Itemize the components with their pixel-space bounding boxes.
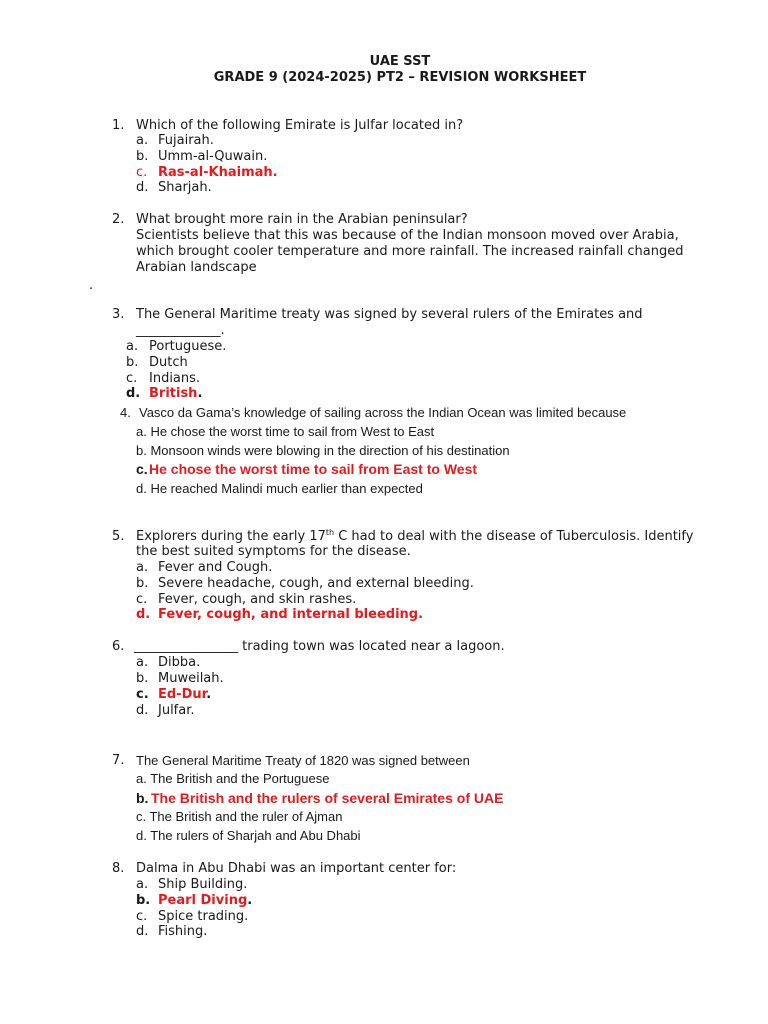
question-text-part: trading town was located near a lagoon.	[238, 639, 505, 654]
header-subtitle: GRADE 9 (2024-2025) PT2 – REVISION WORKSHEET	[213, 70, 587, 85]
stray-dot: .	[89, 278, 94, 293]
option-c-answer: Ras-al-Khaimah.	[158, 165, 278, 180]
question-number: 4.	[120, 405, 131, 420]
option-b: Umm-al-Quwain.	[158, 149, 268, 164]
question-text	[134, 639, 505, 655]
option-letter: c.	[136, 909, 148, 924]
option-letter: a.	[136, 877, 149, 892]
question-number: 3.	[112, 307, 125, 322]
option-letter: b.	[136, 576, 149, 591]
option-letter: a.	[136, 560, 149, 575]
option-letter: d.	[136, 703, 149, 718]
question-number: 6.	[112, 639, 125, 654]
answer-text: Ed-Dur	[158, 687, 207, 702]
answer-line: Scientists believe that this was because of the Indian monsoon moved over Arabia,	[136, 228, 679, 243]
option-b: Dutch	[149, 355, 188, 370]
option-letter: a.	[126, 339, 139, 354]
answer-period: .	[197, 386, 203, 401]
option-a: Fujairah.	[158, 133, 214, 148]
answer-text: Pearl Diving	[158, 893, 248, 908]
option-c: Fever, cough, and skin rashes.	[158, 592, 357, 607]
option-d: Julfar.	[158, 703, 195, 718]
option-b-answer	[158, 893, 252, 909]
option-letter: c.	[126, 371, 138, 386]
option-c: Indians.	[149, 371, 201, 386]
option-letter: b.	[126, 355, 139, 370]
question-text-part: Explorers during the early 17	[136, 529, 326, 544]
option-a: a. The British and the Portuguese	[136, 771, 330, 786]
question-text	[136, 529, 693, 545]
option-letter: b.	[136, 149, 149, 164]
question-text-part: C had to deal with the disease of Tuberculosis. Identify	[334, 529, 694, 544]
option-letter: a.	[136, 133, 149, 148]
option-letter: b.	[136, 790, 149, 806]
answer-line: which brought cooler temperature and more rainfall. The increased rainfall changed	[136, 244, 684, 259]
question-blank: _____________.	[136, 323, 225, 338]
option-a: Dibba.	[158, 655, 201, 670]
option-d: d. He reached Malindi much earlier than expected	[136, 481, 423, 496]
option-a: Ship Building.	[158, 877, 248, 892]
option-c-answer	[158, 687, 211, 703]
question-number: 7.	[112, 753, 125, 768]
option-letter: d.	[136, 180, 149, 195]
option-letter: c.	[136, 592, 148, 607]
option-b: Muweilah.	[158, 671, 224, 686]
blank-line: ________________	[134, 639, 238, 654]
option-a: Portuguese.	[149, 339, 227, 354]
option-letter: d.	[136, 607, 151, 622]
question-text-line: the best suited symptoms for the disease.	[136, 544, 411, 559]
question-number: 5.	[112, 529, 125, 544]
answer-period: .	[247, 893, 253, 908]
option-letter: c.	[136, 461, 148, 477]
question-text: The General Maritime treaty was signed by several rulers of the Emirates and	[136, 307, 643, 322]
question-text: Dalma in Abu Dhabi was an important center for:	[136, 861, 457, 876]
option-d: d. The rulers of Sharjah and Abu Dhabi	[136, 828, 361, 843]
question-text: The General Maritime Treaty of 1820 was signed between	[136, 753, 470, 768]
question-text: Vasco da Gama’s knowledge of sailing across the Indian Ocean was limited because	[139, 405, 627, 420]
option-letter: b.	[136, 893, 151, 908]
question-number: 2.	[112, 212, 125, 227]
option-b: Severe headache, cough, and external bleeding.	[158, 576, 474, 591]
option-letter: a.	[136, 655, 149, 670]
option-d: Fishing.	[158, 924, 208, 939]
option-d: Sharjah.	[158, 180, 212, 195]
option-a: Fever and Cough.	[158, 560, 273, 575]
question-number: 8.	[112, 861, 125, 876]
option-d-answer: Fever, cough, and internal bleeding.	[158, 607, 424, 622]
option-letter: d.	[136, 924, 149, 939]
option-letter: d.	[126, 386, 141, 401]
option-a: a. He chose the worst time to sail from West to East	[136, 424, 435, 439]
question-text: What brought more rain in the Arabian peninsular?	[136, 212, 468, 227]
option-letter: c.	[136, 165, 148, 180]
answer-period: .	[206, 687, 212, 702]
option-b-answer: The British and the rulers of several Emirates of UAE	[151, 790, 504, 806]
header-title: UAE SST	[369, 54, 431, 69]
option-c: c. The British and the ruler of Ajman	[136, 809, 343, 824]
question-text: Which of the following Emirate is Julfar located in?	[136, 118, 464, 133]
option-letter: b.	[136, 671, 149, 686]
option-c: Spice trading.	[158, 909, 249, 924]
answer-text: British	[149, 386, 198, 401]
superscript: th	[325, 528, 335, 537]
option-c-answer: He chose the worst time to sail from East to West	[149, 461, 478, 477]
option-letter: c.	[136, 687, 149, 702]
answer-line: Arabian landscape	[136, 260, 257, 275]
question-number: 1.	[112, 118, 125, 133]
option-d-answer	[149, 386, 202, 402]
option-b: b. Monsoon winds were blowing in the direction of his destination	[136, 443, 510, 458]
